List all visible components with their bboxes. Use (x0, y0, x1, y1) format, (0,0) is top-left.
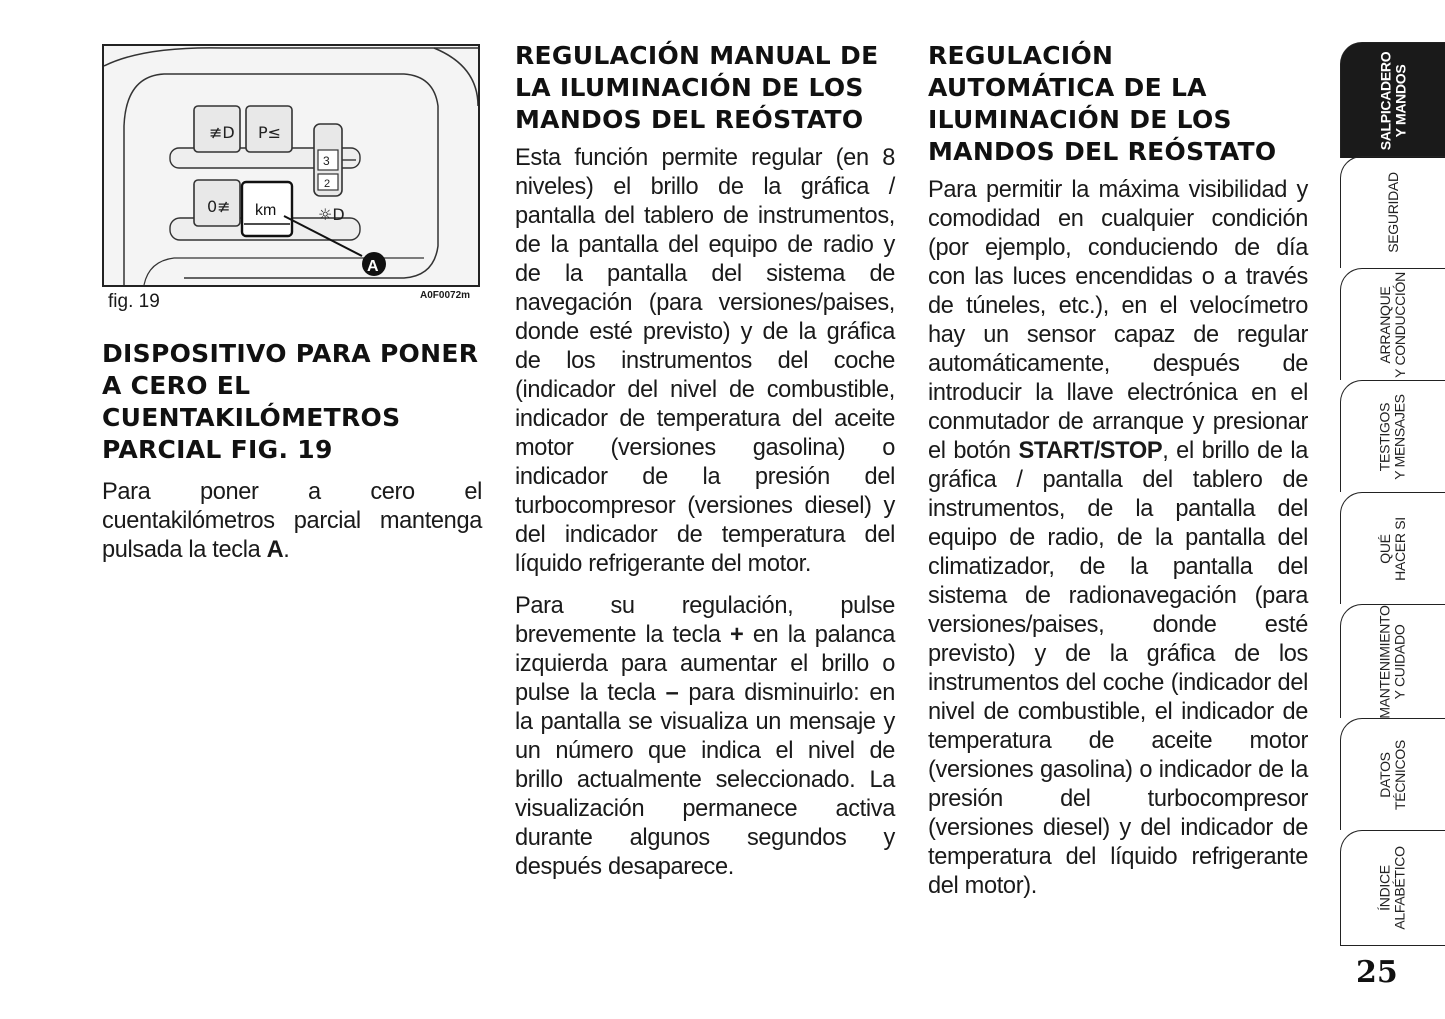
reset-section (102, 338, 482, 466)
tab-que-hacer[interactable]: QUÉ HACER SI (1340, 492, 1445, 604)
svg-text:km: km (255, 202, 277, 219)
start-stop-label: START/STOP (1018, 438, 1163, 464)
dashboard-figure (102, 44, 480, 287)
page-number: 25 (1356, 955, 1398, 990)
front-fog-icon: ≢D (209, 123, 235, 142)
manual-paragraph-2: Para su regulación, pulse brevemente la tecla + en la palanca izquierda para aumentar el brillo o pulse la tecla – para disminuirlo: en la pantalla se visualiza un mensaje y un número que indica el nivel de brillo actualmente seleccionado. La visualización permanece activa durante algunos segundos y después desaparece. (515, 593, 895, 880)
tab-datos[interactable]: DATOS TÉCNICOS (1340, 718, 1445, 830)
tab-seguridad[interactable]: SEGURIDAD (1340, 156, 1445, 268)
manual-heading: REGULACIÓN MANUAL DE LA ILUMINACIÓN DE LOS MANDOS DEL REÓSTATO (515, 41, 879, 134)
tab-testigos[interactable]: TESTIGOS Y MENSAJES (1340, 380, 1445, 492)
auto-heading: REGULACIÓN AUTOMÁTICA DE LA ILUMINACIÓN DE LOS MANDOS DEL REÓSTATO (928, 41, 1277, 166)
svg-text:A: A (367, 258, 379, 275)
svg-text:2: 2 (324, 178, 331, 190)
tab-salpicadero[interactable]: SALPICADERO Y MANDOS (1340, 42, 1445, 158)
plus-key: + (730, 622, 744, 648)
tab-indice[interactable]: ÍNDICE ALFABÉTICO (1340, 830, 1445, 946)
tab-mantenimiento[interactable]: MANTENIMIENTO Y CUIDADO (1340, 604, 1445, 718)
dashboard-illustration (104, 46, 478, 285)
reset-heading: DISPOSITIVO PARA PONER A CERO EL CUENTAKILÓMETROS PARCIAL FIG. 19 (102, 339, 479, 464)
parking-light-icon: P≤ (258, 123, 282, 142)
auto-paragraph: Para permitir la máxima visibilidad y comodidad en cualquier condición (por ejemplo, conduciendo de día con las luces encendidas o a través de túneles, etc.), en el velocímetro hay un sensor capaz de regular automáticamente, después de introducir la llave electrónica en el conmutador de arranque y presionar el botón START/STOP, el brillo de la gráfica / pantalla del tablero de instrumentos, de la pantalla del equipo de radio, de la pantalla del climatizador, de la pantalla del sistema de radionavegación (para versiones/paises, donde esté previsto) y de la gráfica de los instrumentos del coche (indicador del nivel de combustible, el indicador de temperatura de aceite motor (versiones gasolina) o indicador de la presión del turbocompresor (versiones diesel) y del indicador de temperatura del líquido refrigerante del motor). (928, 177, 1308, 899)
rear-fog-icon: 0≢ (207, 197, 231, 216)
minus-key: – (665, 680, 679, 706)
figure-code: A0F0072m (420, 290, 471, 301)
svg-text:3: 3 (323, 154, 330, 168)
figure-caption: fig. 19 (108, 291, 160, 312)
manual-section (515, 40, 895, 882)
key-a-label: A (266, 537, 284, 563)
reset-paragraph: Para poner a cero el cuentakilómetros parcial mantenga pulsada la tecla A. (102, 479, 482, 563)
manual-paragraph-1: Esta función permite regular (en 8 niveles) el brillo de la gráfica / pantalla del tablero de instrumentos, de la pantalla del equipo de radio y de la pantalla del sistema de navegación (para versiones/paises, donde esté previsto) y de la gráfica de los instrumentos del coche (indicador del nivel de combustible, indicador de temperatura del aceite motor (versiones gasolina) o indicador de la presión del turbocompresor (versiones diesel) y del indicador de temperatura del líquido refrigerante del motor. (515, 145, 895, 577)
headlight-level-icon: ☼D (318, 205, 345, 224)
tab-arranque[interactable]: ARRANQUE Y CONDUCCIÓN (1340, 268, 1445, 380)
chapter-tabs (1340, 0, 1445, 1019)
auto-section (928, 40, 1308, 901)
